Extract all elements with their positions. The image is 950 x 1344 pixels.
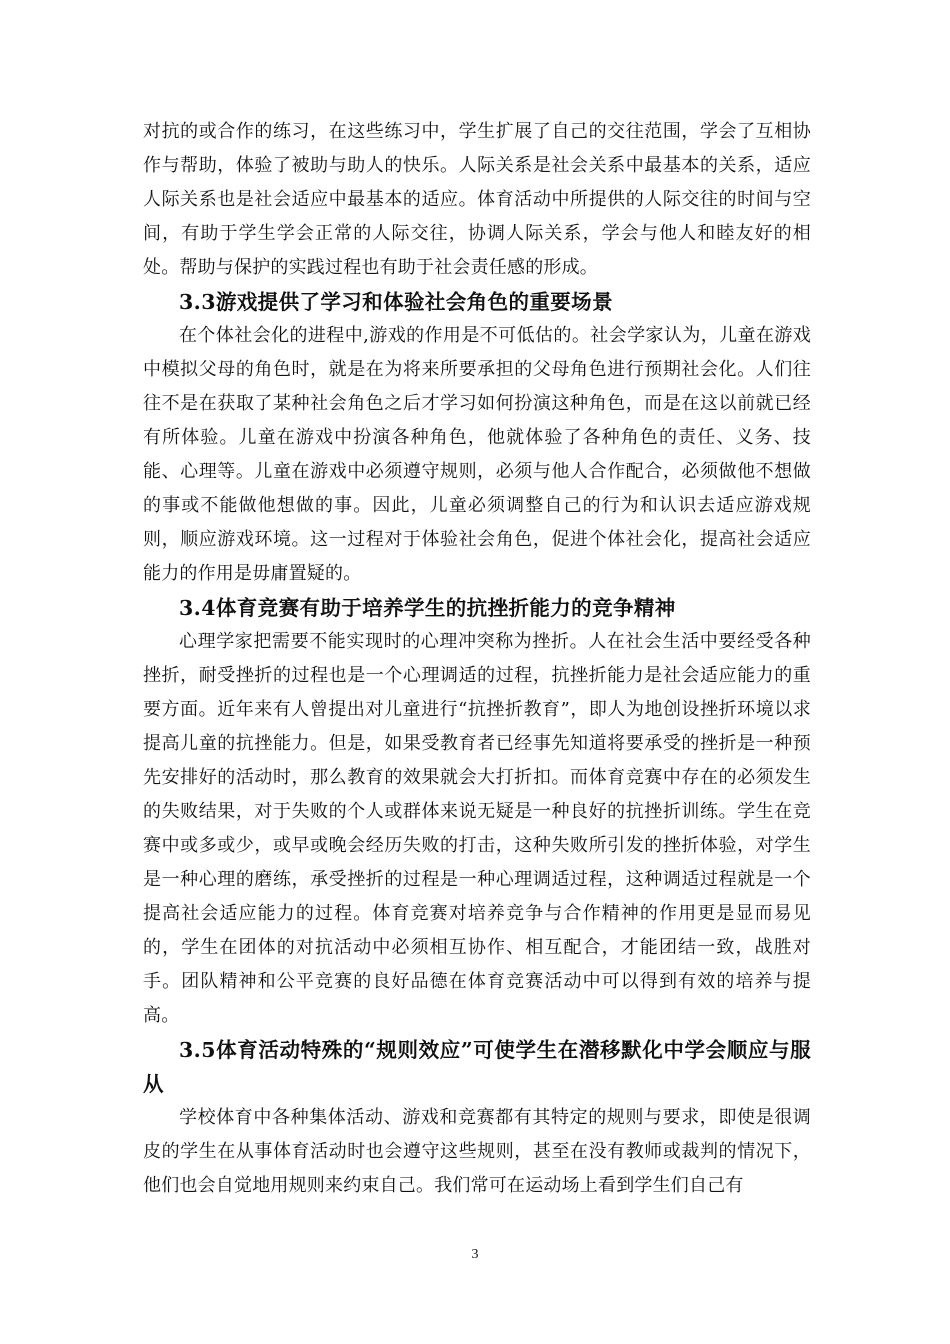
paragraph-3-3: 在个体社会化的进程中,游戏的作用是不可低估的。社会学家认为，儿童在游戏中模拟父母的角色时，就是在为将来所要承担的父母角色进行预期社会化。人们往往不是在获取了某种社会角色之后才学习如何扮演这种角色，而是在这以前就已经有所体验。儿童在游戏中扮演各种角色，他就体验了各种角色的责任、义务、技能、心理等。儿童在游戏中必须遵守规则，必须与他人合作配合，必须做他不想做的事或不能做他想做的事。因此，儿童必须调整自己的行为和认识去适应游戏规则，顺应游戏环境。这一过程对于体验社会角色，促进个体社会化，提高社会适应能力的作用是毋庸置疑的。 [143,325,811,584]
paragraph-3-4: 心理学家把需要不能实现时的心理冲突称为挫折。人在社会生活中要经受各种挫折，耐受挫折的过程也是一个心理调适的过程，抗挫折能力是社会适应能力的重要方面。近年来有人曾提出对儿童进行“抗挫折教育”，即人为地创设挫折环境以求提高儿童的抗挫能力。但是，如果受教育者已经事先知道将要承受的挫折是一种预先安排好的活动时，那么教育的效果就会大打折扣。而体育竞赛中存在的必须发生的失败结果，对于失败的个人或群体来说无疑是一种良好的抗挫折训练。学生在竞赛中或多或少，或早或晚会经历失败的打击，这种失败所引发的挫折体验，对学生是一种心理的磨练，承受挫折的过程是一种心理调适过程，这种调适过程就是一个提高社会适应能力的过程。体育竞赛对培养竞争与合作精神的作用更是显而易见的，学生在团体的对抗活动中必须相互协作、相互配合，才能团结一致，战胜对手。团队精神和公平竞赛的良好品德在体育竞赛活动中可以得到有效的培养与提高。 [143,631,811,1026]
section-heading-3-3: 3.3游戏提供了学习和体验社会角色的重要场景 [179,290,613,314]
paragraph-continued: 对抗的或合作的练习，在这些练习中，学生扩展了自己的交往范围，学会了互相协作与帮助，体验了被助与助人的快乐。人际关系是社会关系中最基本的关系，适应人际关系也是社会适应中最基本的适应。体育活动中所提供的人际交往的时间与空间，有助于学生学会正常的人际交往，协调人际关系，学会与他人和睦友好的相处。帮助与保护的实践过程也有助于社会责任感的形成。 [143,121,811,278]
section-heading-3-5: 3.5体育活动特殊的“规则效应”可使学生在潜移默化中学会顺应与服从 [143,1038,811,1096]
paragraph-3-5: 学校体育中各种集体活动、游戏和竞赛都有其特定的规则与要求，即使是很调皮的学生在从事体育活动时也会遵守这些规则，甚至在没有教师或裁判的情况下，他们也会自觉地用规则来约束自己。我们常可在运动场上看到学生们自己有 [143,1107,811,1196]
page-body [143,115,811,1203]
section-heading-3-4: 3.4体育竞赛有助于培养学生的抗挫折能力的竞争精神 [179,596,676,620]
page-number: 3 [471,1247,479,1262]
